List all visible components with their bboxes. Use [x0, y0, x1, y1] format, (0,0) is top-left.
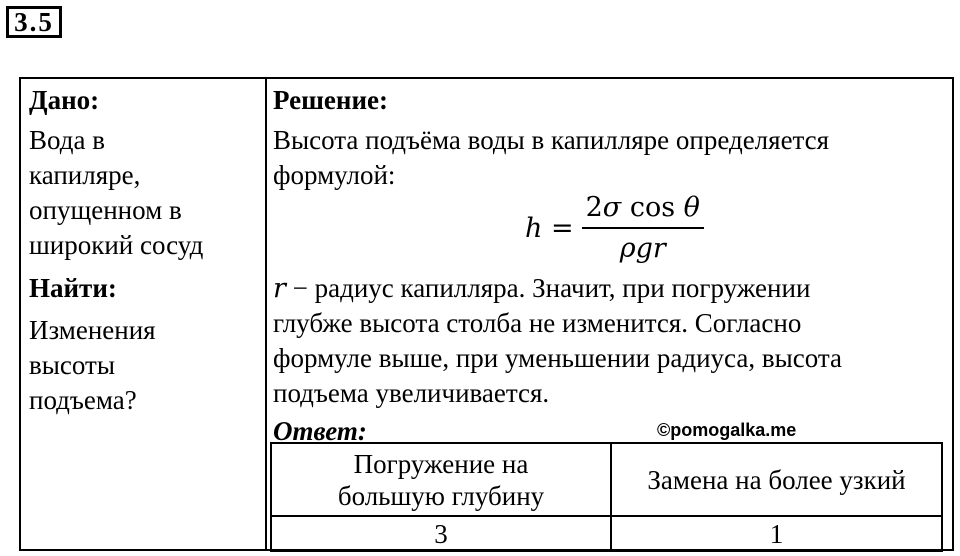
- intro-line: Высота подъёма воды в капилляре определяется: [273, 125, 830, 155]
- find-line: Изменения: [29, 315, 156, 345]
- find-text: [29, 313, 156, 418]
- formula-lhs: h =: [525, 212, 574, 244]
- solution-intro: [273, 123, 943, 193]
- solution-label: Решение:: [273, 85, 388, 115]
- column-divider: [265, 79, 267, 549]
- find-line: высоты: [29, 350, 115, 380]
- answer-table: [270, 442, 943, 552]
- numerator-coef: 2: [585, 192, 603, 223]
- solution-explanation: [273, 271, 943, 411]
- explain-line: формуле выше, при уменьшении радиуса, высота: [273, 343, 842, 373]
- problem-number: 3.5: [6, 6, 62, 38]
- answer-value-narrow: 1: [611, 516, 942, 551]
- header-line: большую глубину: [337, 480, 545, 511]
- formula-numerator: [582, 190, 704, 229]
- formula-denominator: ρgr: [619, 233, 666, 264]
- numerator-cos: cos: [629, 192, 676, 223]
- answer-header-narrow: Замена на более узкий: [611, 443, 942, 516]
- given-line: капиляре,: [29, 160, 141, 190]
- explain-line: подъема увеличивается.: [273, 378, 550, 408]
- capillary-formula: [525, 191, 704, 265]
- given-text: [29, 123, 203, 263]
- find-line: подъема?: [29, 385, 137, 415]
- watermark: ©pomogalka.me: [657, 420, 797, 440]
- explain-line: 𝑟 − радиус капилляра. Значит, при погружении: [273, 273, 811, 303]
- given-line: широкий сосуд: [29, 230, 204, 260]
- find-label: Найти:: [29, 273, 117, 303]
- answer-value-depth: 3: [271, 516, 611, 551]
- header-line: Погружение на: [353, 448, 529, 479]
- numerator-theta: θ: [683, 192, 700, 223]
- answer-label: Ответ:: [273, 416, 367, 446]
- given-label: Дано:: [29, 85, 100, 115]
- given-line: опущенном в: [29, 195, 182, 225]
- given-line: Вода в: [29, 125, 105, 155]
- answer-header-depth: [271, 443, 611, 516]
- numerator-sigma: σ: [602, 192, 622, 223]
- explain-line: глубже высота столба не изменится. Согласно: [273, 308, 802, 338]
- formula-fraction: [582, 190, 704, 266]
- intro-line: формулой:: [273, 160, 396, 190]
